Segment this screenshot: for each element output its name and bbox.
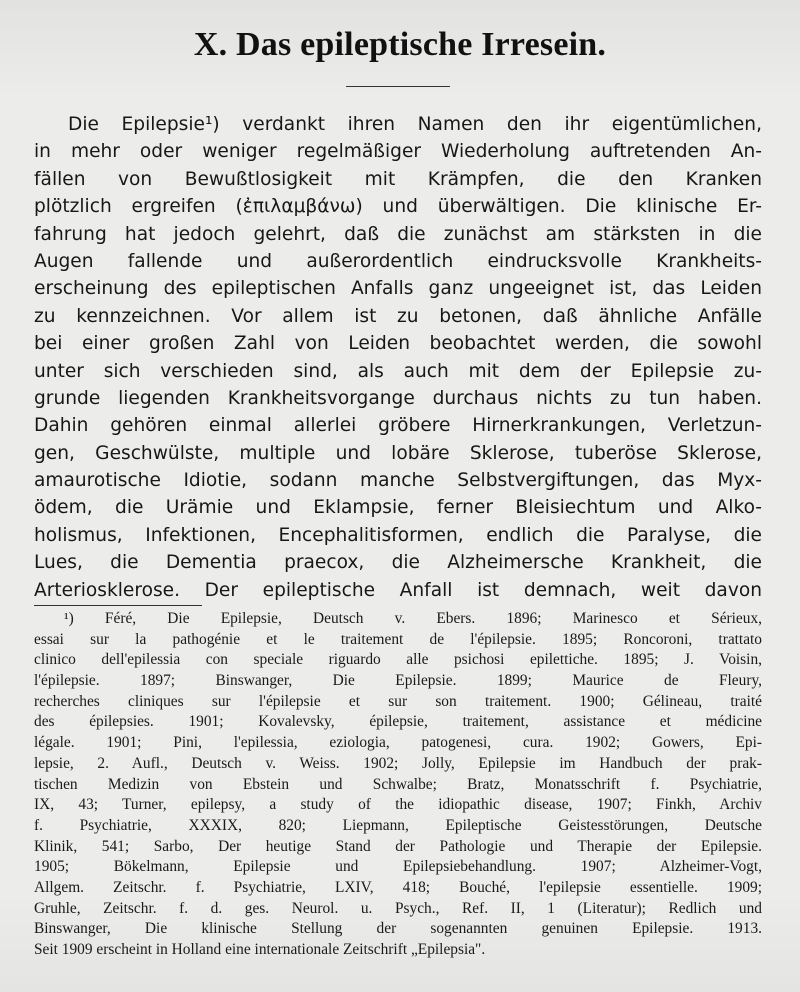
footnote-divider bbox=[34, 605, 202, 606]
chapter-title: X. Das epileptische Irresein. bbox=[193, 26, 607, 63]
footnote-line: Binswanger, Die klinische Stellung der sogenannten genuinen Epilepsie. 1913. bbox=[34, 920, 762, 938]
footnote-line: essai sur la pathogénie et le traitement de l'épilepsie. 1895; Roncoroni, trattato bbox=[34, 630, 762, 648]
body-line: Dahin gehören einmal allerlei gröbere Hirnerkrankungen, Verletzun- bbox=[34, 415, 762, 437]
footnote-line: 1905; Bökelmann, Epilepsie und Epilepsiebehandlung. 1907; Alzheimer-Vogt, bbox=[34, 858, 762, 876]
footnote-line: tischen Medizin von Ebstein und Schwalbe; Bratz, Monatsschrift f. Psychiatrie, bbox=[34, 775, 762, 793]
body-line: unter sich verschieden sind, als auch mit dem der Epilepsie zu- bbox=[34, 360, 762, 382]
footnote-line: recherches cliniques sur l'épilepsie et sur son traitement. 1900; Gélineau, traité bbox=[34, 692, 762, 710]
footnote-line: l'épilepsie. 1897; Binswanger, Die Epilepsie. 1899; Maurice de Fleury, bbox=[34, 672, 762, 690]
footnote-line: clinico dell'epilessia con speciale riguardo alle psichosi epilettiche. 1895; J. Voisin, bbox=[34, 651, 762, 669]
body-line: fällen von Bewußtlosigkeit mit Krämpfen, die den Kranken bbox=[34, 168, 762, 190]
footnote-line: lepsie, 2. Aufl., Deutsch v. Weiss. 1902; Jolly, Epilepsie im Handbuch der prak- bbox=[34, 754, 762, 772]
body-line: holismus, Infektionen, Encephalitisformen, endlich die Paralyse, die bbox=[34, 524, 762, 546]
footnote-line: Seit 1909 erscheint in Holland eine internationale Zeitschrift „Epilepsia". bbox=[34, 941, 486, 958]
footnote-line: Allgem. Zeitschr. f. Psychiatrie, LXIV, 418; Bouché, l'epilepsie essentielle. 1909; bbox=[34, 878, 762, 896]
footnote-block bbox=[34, 609, 762, 961]
body-line: Die Epilepsie¹) verdankt ihren Namen den ihr eigentümlichen, bbox=[68, 114, 762, 135]
body-line: ödem, die Urämie und Eklampsie, ferner Bleisiechtum und Alko- bbox=[34, 497, 762, 519]
body-line: plötzlich ergreifen (ἐπιλαμβάνω) und überwältigen. Die klinische Er- bbox=[34, 196, 762, 218]
body-line: Arteriosklerose. Der epileptische Anfall ist demnach, weit davon bbox=[34, 579, 762, 601]
body-line: grunde liegenden Krankheitsvorgange durchaus nichts zu tun haben. bbox=[34, 387, 762, 409]
body-line: bei einer großen Zahl von Leiden beobachtet werden, die sowohl bbox=[34, 333, 762, 355]
footnote-line: IX, 43; Turner, epilepsy, a study of the idiopathic disease, 1907; Finkh, Archiv bbox=[34, 796, 762, 814]
footnote-line: légale. 1901; Pini, l'epilessia, eziologia, patogenesi, cura. 1902; Gowers, Epi- bbox=[34, 734, 762, 752]
title-divider bbox=[346, 86, 450, 87]
footnote-line: Klinik, 541; Sarbo, Der heutige Stand der Pathologie und Therapie der Epilepsie. bbox=[34, 837, 762, 855]
body-line: fahrung hat jedoch gelehrt, daß die zunächst am stärksten in die bbox=[34, 223, 762, 245]
body-line: amaurotische Idiotie, sodann manche Selbstvergiftungen, das Myx- bbox=[34, 470, 762, 492]
body-paragraph bbox=[34, 111, 762, 604]
footnote-line: ¹) Féré, Die Epilepsie, Deutsch v. Ebers. 1896; Marinesco et Sérieux, bbox=[64, 610, 762, 627]
footnote-line: f. Psychiatrie, XXXIX, 820; Liepmann, Epileptische Geistesstörungen, Deutsche bbox=[34, 816, 762, 834]
body-line: zu kennzeichnen. Vor allem ist zu betonen, daß ähnliche Anfälle bbox=[34, 305, 762, 327]
footnote-line: des épilepsies. 1901; Kovalevsky, épilepsie, traitement, assistance et médicine bbox=[34, 713, 762, 731]
body-line: in mehr oder weniger regelmäßiger Wiederholung auftretenden An- bbox=[34, 141, 762, 163]
body-line: Augen fallende und außerordentlich eindrucksvolle Krankheits- bbox=[34, 250, 762, 272]
footnote-line: Gruhle, Zeitschr. f. d. ges. Neurol. u. Psych., Ref. II, 1 (Literatur); Redlich und bbox=[34, 899, 762, 917]
body-line: Lues, die Dementia praecox, die Alzheimersche Krankheit, die bbox=[34, 552, 762, 574]
body-line: erscheinung des epileptischen Anfalls ganz ungeeignet ist, das Leiden bbox=[34, 278, 762, 300]
body-line: gen, Geschwülste, multiple und lobäre Sklerose, tuberöse Sklerose, bbox=[34, 442, 762, 464]
